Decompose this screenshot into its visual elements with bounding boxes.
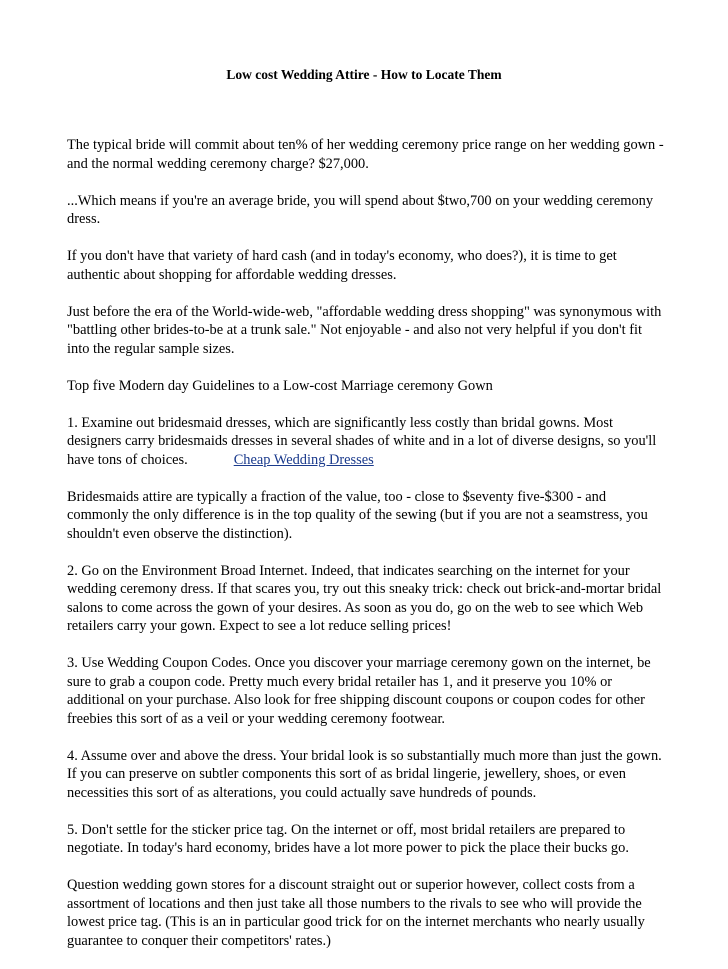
paragraph-line: Bridesmaids attire are typically a fraction of the value, too - close to $seventy five-$300 - and [67,488,607,505]
paragraph-line: If you don't have that variety of hard cash (and in today's economy, who does?), it is time to get [67,248,617,264]
paragraph-line: 2. Go on the Environment Broad Internet. Indeed, that indicates searching on the internet for your [67,562,630,579]
paragraph-line: additional on your purchase. Also look for free shipping discount coupons or coupon codes for other [67,692,645,708]
paragraph-line: guarantee to conquer their competitors' rates.) [67,932,331,949]
paragraph-line: The typical bride will commit about ten% of her wedding ceremony price range on her wedding gown - [67,137,664,153]
paragraph-line: If you can preserve on subtler components this sort of as bridal lingerie, jewellery, shoes, or even [67,766,626,782]
paragraph-line: 3. Use Wedding Coupon Codes. Once you discover your marriage ceremony gown on the internet, be [67,655,651,671]
paragraph-line: retailers carry your gown. Expect to see a lot reduce selling prices! [67,618,452,634]
paragraph-line: Top five Modern day Guidelines to a Low-cost Marriage ceremony Gown [67,377,493,394]
paragraph-line: necessities this sort of as alterations, you could actually save hundreds of pounds. [67,784,537,801]
paragraph-10 [67,747,667,803]
paragraph-line: ...Which means if you're an average bride, you will spend about $two,700 on your wedding ceremony [67,192,654,209]
paragraph-9 [67,654,667,728]
paragraph-4 [67,303,667,359]
paragraph-line: wedding ceremony dress. If that scares you, try out this sneaky trick: check out brick-and-mortar bridal [67,581,662,597]
paragraph-line: dress. [67,211,101,227]
document-body [67,136,667,969]
paragraph-line: shouldn't even observe the distinction). [67,525,293,542]
paragraph-line: 5. Don't settle for the sticker price tag. On the internet or off, most bridal retailers are prepared to [67,821,626,838]
paragraph-line: assortment of locations and then just take all those numbers to the rivals to see who will provide the [67,895,642,912]
paragraph-line: into the regular sample sizes. [67,340,235,357]
cheap-wedding-dresses-link[interactable]: Cheap Wedding Dresses [233,451,374,468]
paragraph-line: commonly the only difference is in the top quality of the sewing (but if you are not a seamstress, you [67,507,648,523]
paragraph-line: 1. Examine out bridesmaid dresses, which are significantly less costly than bridal gowns. Most [67,414,613,431]
paragraph-line: freebies this sort of as a veil or your wedding ceremony footwear. [67,710,446,727]
paragraph-text: have tons of choices. [67,451,188,468]
paragraph-12 [67,876,667,950]
paragraph-3 [67,247,667,284]
paragraph-line: Question wedding gown stores for a discount straight out or superior however, collect costs from a [67,877,635,893]
paragraph-2 [67,192,667,229]
paragraph-8 [67,562,667,636]
paragraph-line: negotiate. In today's hard economy, brides have a lot more power to pick the place their bucks go. [67,840,629,856]
paragraph-line: "battling other brides-to-be at a trunk sale." Not enjoyable - and also not very helpful if you don't fit [67,322,643,338]
paragraph-line: lowest price tag. (This is an in particular good trick for on the internet merchants who nearly usually [67,914,645,930]
paragraph-7 [67,488,667,544]
paragraph-line-with-link [67,451,667,470]
paragraph-line: salons to come across the gown of your desires. As soon as you do, go on the web to see which Web [67,599,644,616]
paragraph-line: sure to grab a coupon code. Pretty much every bridal retailer has 1, and it preserve you 10% or [67,673,613,690]
paragraph-11 [67,821,667,858]
paragraph-5-heading [67,377,667,396]
paragraph-line: 4. Assume over and above the dress. Your bridal look is so substantially much more than just the gown. [67,747,662,764]
paragraph-line: Just before the era of the World-wide-web, "affordable wedding dress shopping" was synonymous with [67,303,662,320]
paragraph-line: authentic about shopping for affordable wedding dresses. [67,266,397,283]
paragraph-line: and the normal wedding ceremony charge? $27,000. [67,155,369,172]
paragraph-6 [67,414,667,470]
paragraph-line: designers carry bridesmaids dresses in several shades of white and in a lot of diverse designs, so you'll [67,433,657,449]
paragraph-1 [67,136,667,173]
document-title: Low cost Wedding Attire - How to Locate Them [226,67,502,82]
